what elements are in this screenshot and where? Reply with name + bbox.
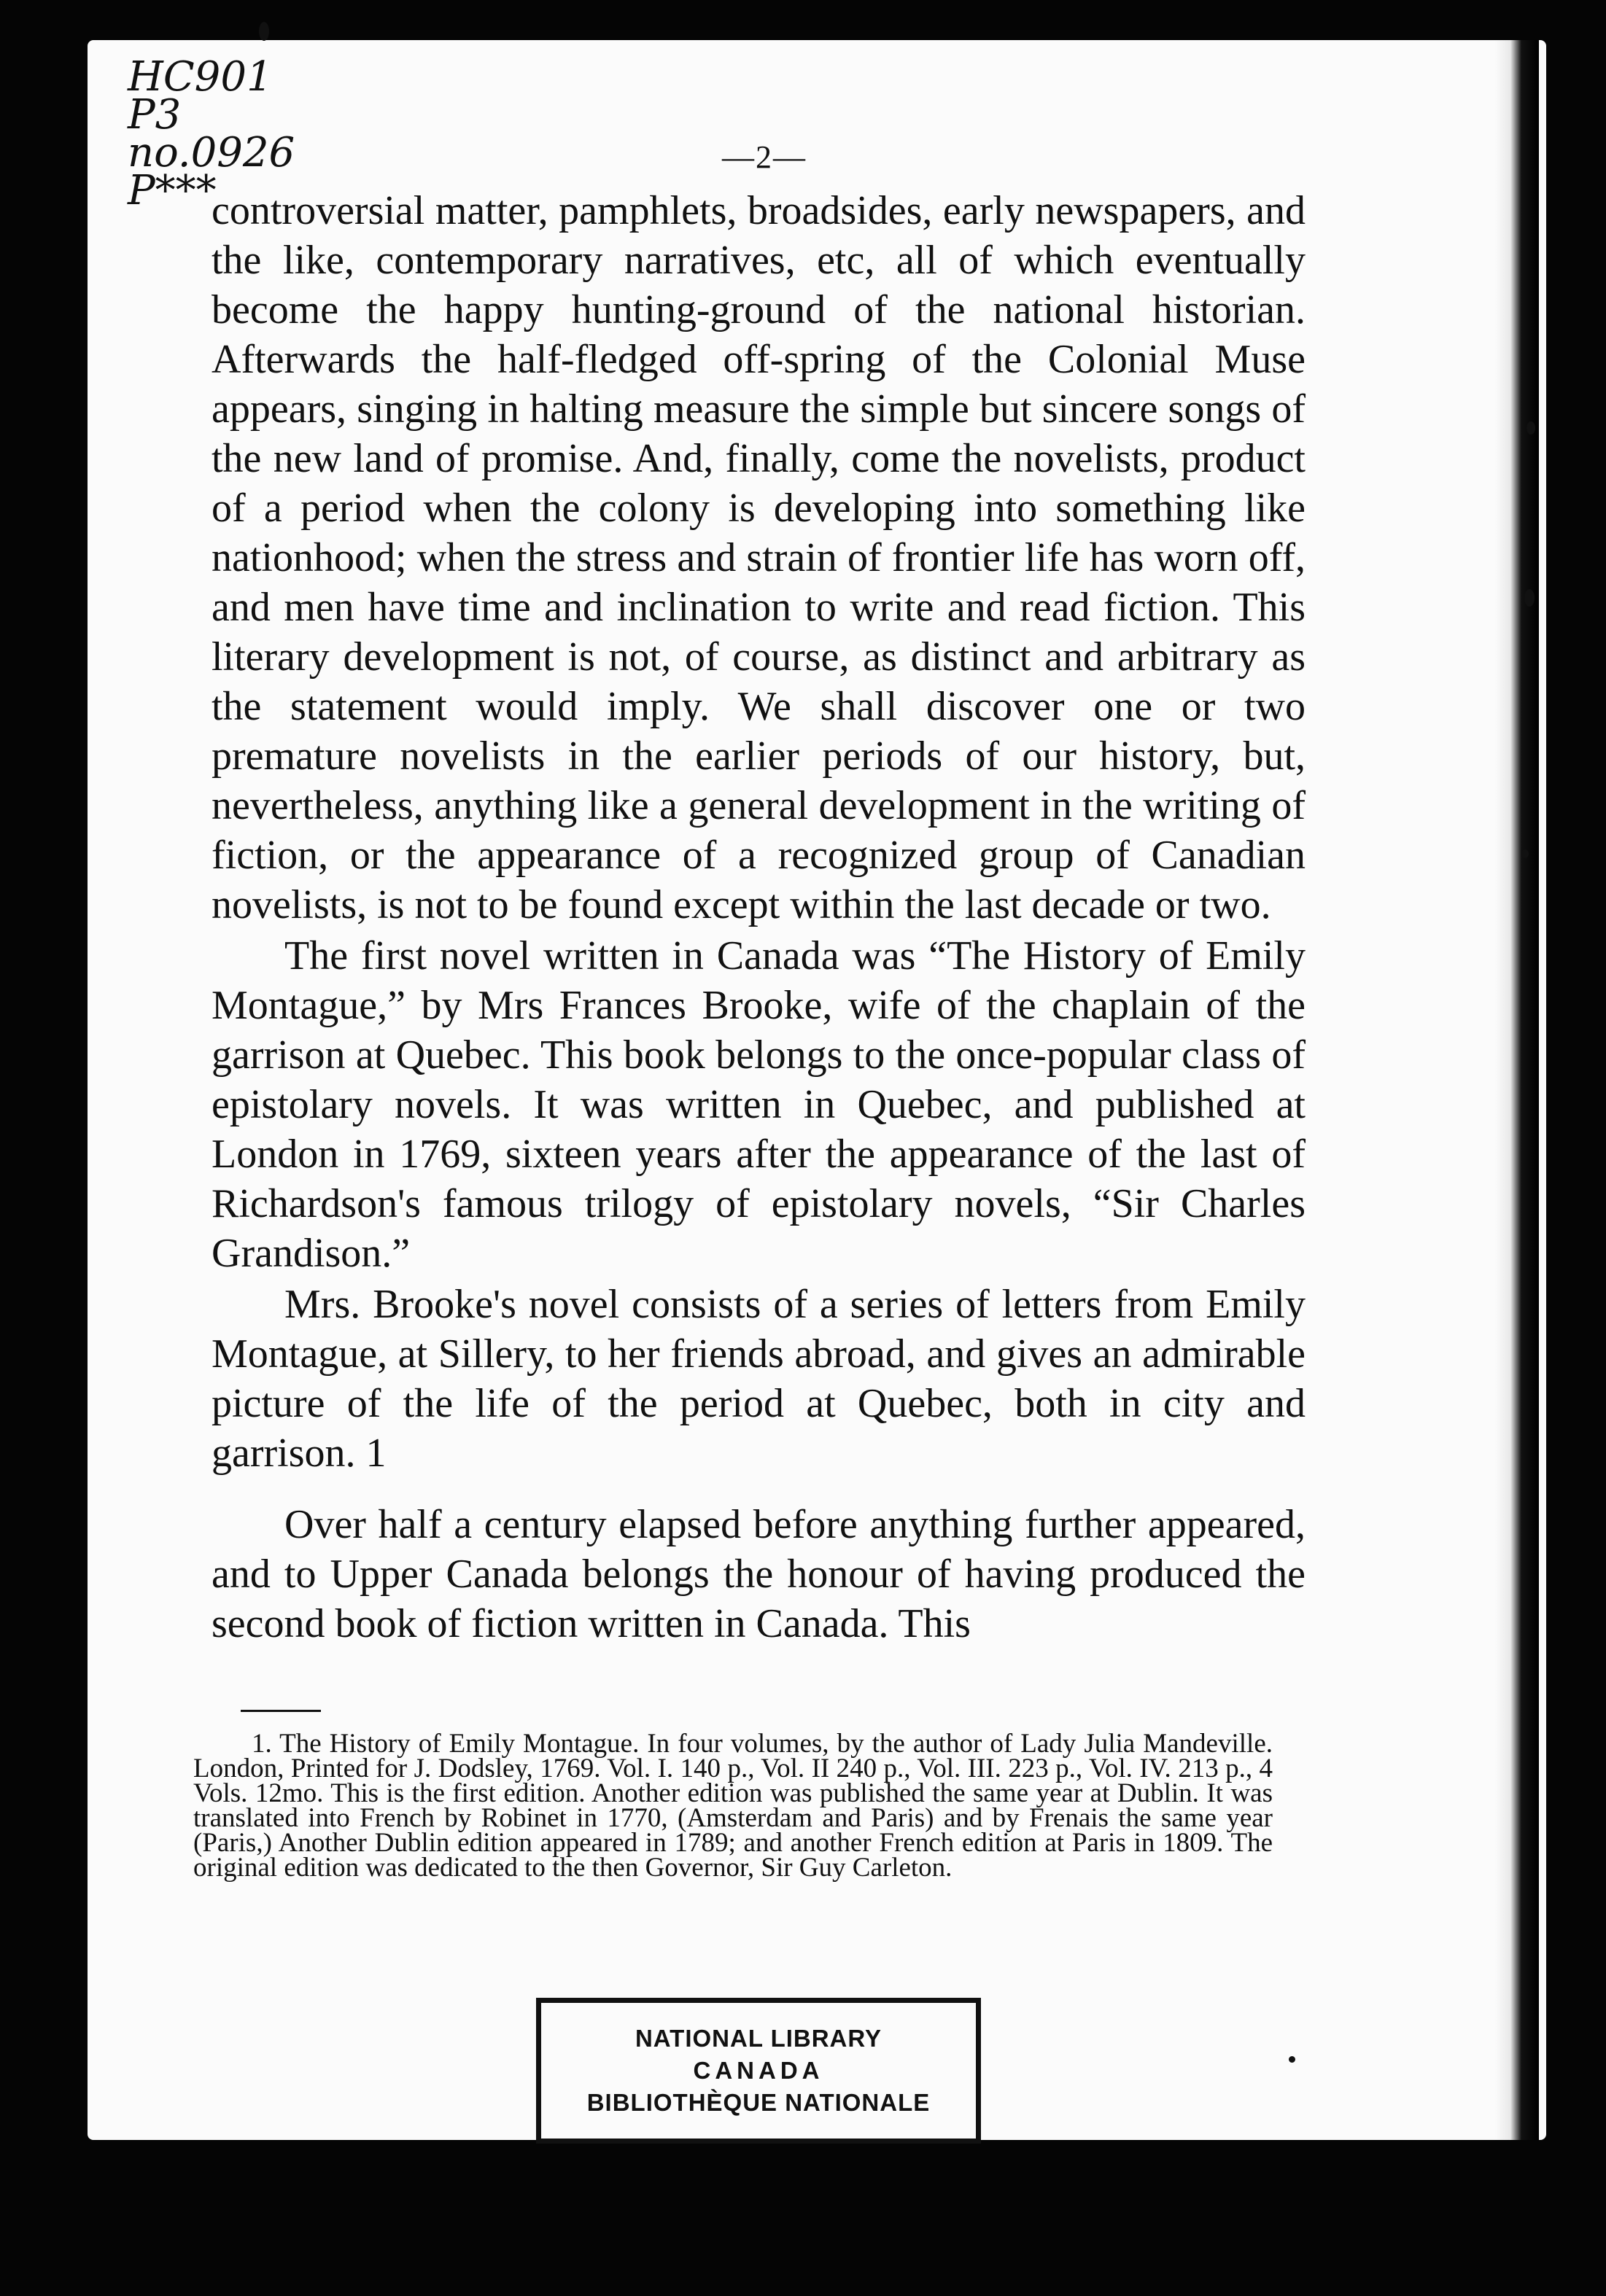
speck — [1521, 849, 1529, 858]
stamp-line: CANADA — [693, 2057, 824, 2084]
speck — [1524, 589, 1535, 607]
call-number-line: no.0926 — [128, 129, 295, 176]
footnote — [193, 1729, 1273, 1883]
footnote-rule — [241, 1710, 321, 1712]
page-number: —2— — [722, 139, 807, 175]
paragraph: Mrs. Brooke's novel consists of a series of letters from Emily Montague, at Sillery, to her friends abroad, and gives an admirable picture of the life of the period at Quebec, both in city and garrison. 1 — [212, 1282, 1306, 1476]
speck — [1289, 2056, 1295, 2063]
library-stamp — [536, 1998, 981, 2144]
paragraph: Over half a century elapsed before anything further appeared, and to Upper Canada belongs the honour of having produced the second book of fiction written in Canada. This — [212, 1502, 1306, 1646]
body-text — [212, 186, 1306, 1649]
call-number-line: HC901 — [128, 53, 273, 101]
speck — [1527, 421, 1535, 435]
paragraph: controversial matter, pamphlets, broadsides, early newspapers, and the like, contemporary narratives, etc, all of which eventually become the happy hunting-ground of the national historian. Afterwards the half-fledged off-spring of the Colonial Muse appears, singing in halting measure the simple but sincere songs of the new land of promise. And, finally, come the novelists, product of a period when the colony is developing into something like nationhood; when the stress and strain of frontier life has worn off, and men have time and inclination to write and read fiction. This literary development is not, of course, as distinct and arbitrary as the statement would imply. We shall discover one or two premature novelists in the earlier periods of our history, but, nevertheless, anything like a general development in the writing of fiction, or the appearance of a recognized group of Canadian novelists, is not to be found except within the last decade or two. — [212, 188, 1306, 927]
call-number-line: P3 — [128, 91, 182, 139]
stamp-line: NATIONAL LIBRARY — [635, 2025, 882, 2052]
stamp-line: BIBLIOTHÈQUE NATIONALE — [586, 2089, 931, 2116]
call-number-line: P*** — [128, 167, 217, 214]
speck — [259, 22, 269, 41]
page-fold-edge — [1495, 40, 1539, 2140]
footnote-text: 1. The History of Emily Montague. In four volumes, by the author of Lady Julia Mandeville. London, Printed for J. Dodsley, 1769. Vol. I. 140 p., Vol. II 240 p., Vol. III. 223 p., Vol. IV. 213 p., 4 Vols. 12mo. This is the first edition. Another edition was published the same year at Dublin. It was translated into French by Robinet in 1770, (Amsterdam and Paris) and by Frenais the same year (Paris,) Another Dublin edition appeared in 1789; and another French edition at Paris in 1809. The original edition was dedicated to the then Governor, Sir Guy Carleton. — [193, 1729, 1273, 1883]
paragraph: The first novel written in Canada was “The History of Emily Montague,” by Mrs Frances Brooke, wife of the chaplain of the garrison at Quebec. This book belongs to the once-popular class of epistolary novels. It was written in Quebec, and published at London in 1769, sixteen years after the appearance of the last of Richardson's famous trilogy of epistolary novels, “Sir Charles Grandison.” — [212, 933, 1306, 1276]
